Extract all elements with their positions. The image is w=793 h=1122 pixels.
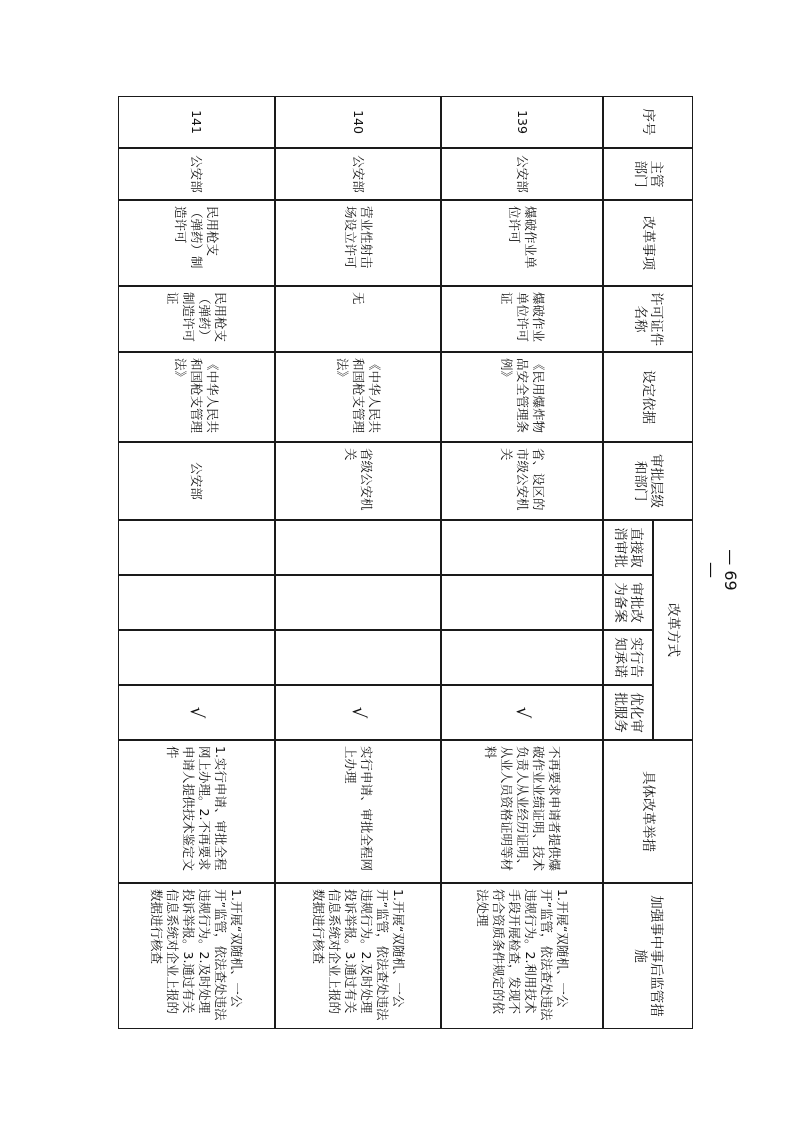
- row-140-level: 省级公安机关: [275, 442, 441, 520]
- row-139-check-mark: √: [441, 685, 603, 740]
- header-m1: 直接取消审批: [603, 520, 653, 575]
- row-139-measures: 不再要求申请者提供爆破作业业绩证明、技术负责人从业经历证明、从业人员资格证明等材料: [441, 740, 603, 883]
- row-141-m1: [118, 520, 275, 575]
- row-141-seq: 141: [118, 96, 275, 148]
- row-141-license: 民用枪支（弹药）制造许可证: [118, 286, 275, 352]
- page-number: — 69 —: [702, 549, 740, 591]
- header-m4: 优化审批服务: [603, 685, 653, 740]
- row-139-seq: 139: [441, 96, 603, 148]
- row-139-license: 爆破作业单位许可证: [441, 286, 603, 352]
- header-level: 审批层级和部门: [603, 442, 693, 520]
- row-140-item: 营业性射击场设立许可: [275, 200, 441, 286]
- reform-table: [118, 96, 693, 1029]
- header-license: 许可证件名称: [603, 286, 693, 352]
- header-m3: 实行告知承诺: [603, 630, 653, 685]
- row-141-m2: [118, 575, 275, 630]
- header-basis: 设定依据: [603, 352, 693, 442]
- row-140-m1: [275, 520, 441, 575]
- header-reform-group: 改革方式: [653, 520, 693, 740]
- row-141-level: 公安部: [118, 442, 275, 520]
- row-141-dept: 公安部: [118, 148, 275, 200]
- header-seq: 序号: [603, 96, 693, 148]
- row-139-m3: [441, 630, 603, 685]
- row-141-check-mark: √: [118, 685, 275, 740]
- header-m2: 审批改为备案: [603, 575, 653, 630]
- row-139-supervision: 1.开展“双随机、一公开”监管，依法查处违法违规行为。2.利用技术手段开展检查，发现不符合资质条件规定的依法处理: [441, 883, 603, 1029]
- row-139-item: 爆破作业单位许可: [441, 200, 603, 286]
- row-141-item: 民用枪支（弹药）制造许可: [118, 200, 275, 286]
- row-140-measures: 实行申请、审批全程网上办理: [275, 740, 441, 883]
- header-measures: 具体改革举措: [603, 740, 693, 883]
- row-140-m2: [275, 575, 441, 630]
- row-140-m3: [275, 630, 441, 685]
- row-140-seq: 140: [275, 96, 441, 148]
- header-item: 改革事项: [603, 200, 693, 286]
- row-140-basis: 《中华人民共和国枪支管理法》: [275, 352, 441, 442]
- row-140-check-mark: √: [275, 685, 441, 740]
- row-141-supervision: 1.开展“双随机、一公开”监管，依法查处违法违规行为。2.及时处理投诉举报。3.通过有关信息系统对企业上报的数据进行核查: [118, 883, 275, 1029]
- row-140-supervision: 1.开展“双随机、一公开”监管，依法查处违法违规行为。2.及时处理投诉举报。3.通过有关信息系统对企业上报的数据进行核查: [275, 883, 441, 1029]
- row-141-basis: 《中华人民共和国枪支管理法》: [118, 352, 275, 442]
- row-139-m1: [441, 520, 603, 575]
- row-140-license: 无: [275, 286, 441, 352]
- row-139-level: 省、设区的市级公安机关: [441, 442, 603, 520]
- header-dept: 主管部门: [603, 148, 693, 200]
- header-supervision: 加强事中事后监管措施: [603, 883, 693, 1029]
- row-139-basis: 《民用爆炸物品安全管理条例》: [441, 352, 603, 442]
- row-141-measures: 1.实行申请、审批全程网上办理。2.不再要求申请人提供技术鉴定文件: [118, 740, 275, 883]
- row-139-dept: 公安部: [441, 148, 603, 200]
- row-139-m2: [441, 575, 603, 630]
- row-140-dept: 公安部: [275, 148, 441, 200]
- row-141-m3: [118, 630, 275, 685]
